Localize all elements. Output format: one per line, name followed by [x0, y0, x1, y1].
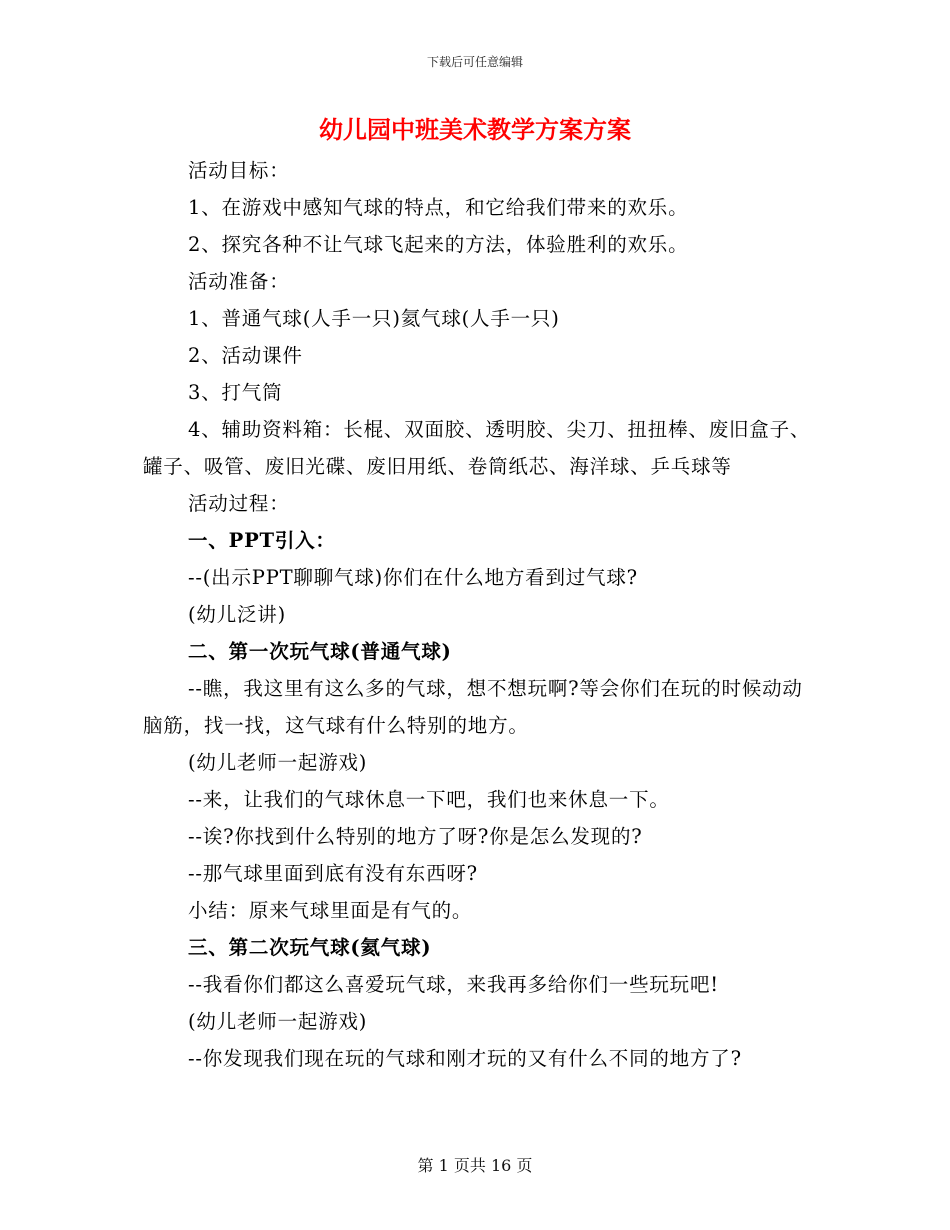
section-heading: 三、第二次玩气球(氦气球)	[188, 936, 432, 959]
body-paragraph: 4、辅助资料箱：长棍、双面胶、透明胶、尖刀、扭扭棒、废旧盒子、罐子、吸管、废旧光碟、废旧用纸、卷筒纸芯、海洋球、乒乓球等	[143, 418, 811, 478]
body-paragraph: --来，让我们的气球休息一下吧，我们也来休息一下。	[188, 788, 670, 811]
body-paragraph: (幼儿老师一起游戏)	[188, 751, 368, 774]
body-paragraph: 活动目标：	[188, 159, 290, 182]
body-paragraph: 2、活动课件	[188, 344, 303, 367]
body-paragraph: --瞧，我这里有这么多的气球，想不想玩啊?等会你们在玩的时候动动脑筋，找一找，这气球有什么特别的地方。	[143, 677, 803, 737]
body-paragraph: --那气球里面到底有没有东西呀?	[188, 862, 478, 885]
document-body	[143, 152, 811, 1077]
body-paragraph: --诶?你找到什么特别的地方了呀?你是怎么发现的?	[188, 825, 643, 848]
body-paragraph: 1、在游戏中感知气球的特点，和它给我们带来的欢乐。	[188, 196, 689, 219]
section-heading: 一、PPT引入：	[188, 529, 336, 552]
page-footer: 第 1 页共 16 页	[417, 1156, 533, 1175]
body-paragraph: --我看你们都这么喜爱玩气球，来我再多给你们一些玩玩吧!	[188, 973, 719, 996]
document-title: 幼儿园中班美术教学方案方案	[319, 115, 631, 144]
body-paragraph: 1、普通气球(人手一只)氦气球(人手一只)	[188, 307, 560, 330]
header-note: 下载后可任意编辑	[426, 55, 523, 69]
body-paragraph: (幼儿泛讲)	[188, 603, 287, 626]
body-paragraph: 活动准备：	[188, 270, 290, 293]
body-paragraph: --(出示PPT聊聊气球)你们在什么地方看到过气球?	[188, 566, 638, 589]
body-paragraph: 小结：原来气球里面是有气的。	[188, 899, 473, 922]
body-paragraph: 2、探究各种不让气球飞起来的方法，体验胜利的欢乐。	[188, 233, 689, 256]
section-heading: 二、第一次玩气球(普通气球)	[188, 640, 452, 663]
body-paragraph: --你发现我们现在玩的气球和刚才玩的又有什么不同的地方了?	[188, 1047, 742, 1070]
body-paragraph: (幼儿老师一起游戏)	[188, 1010, 368, 1033]
body-paragraph: 3、打气筒	[188, 381, 283, 404]
body-paragraph: 活动过程：	[188, 492, 290, 515]
